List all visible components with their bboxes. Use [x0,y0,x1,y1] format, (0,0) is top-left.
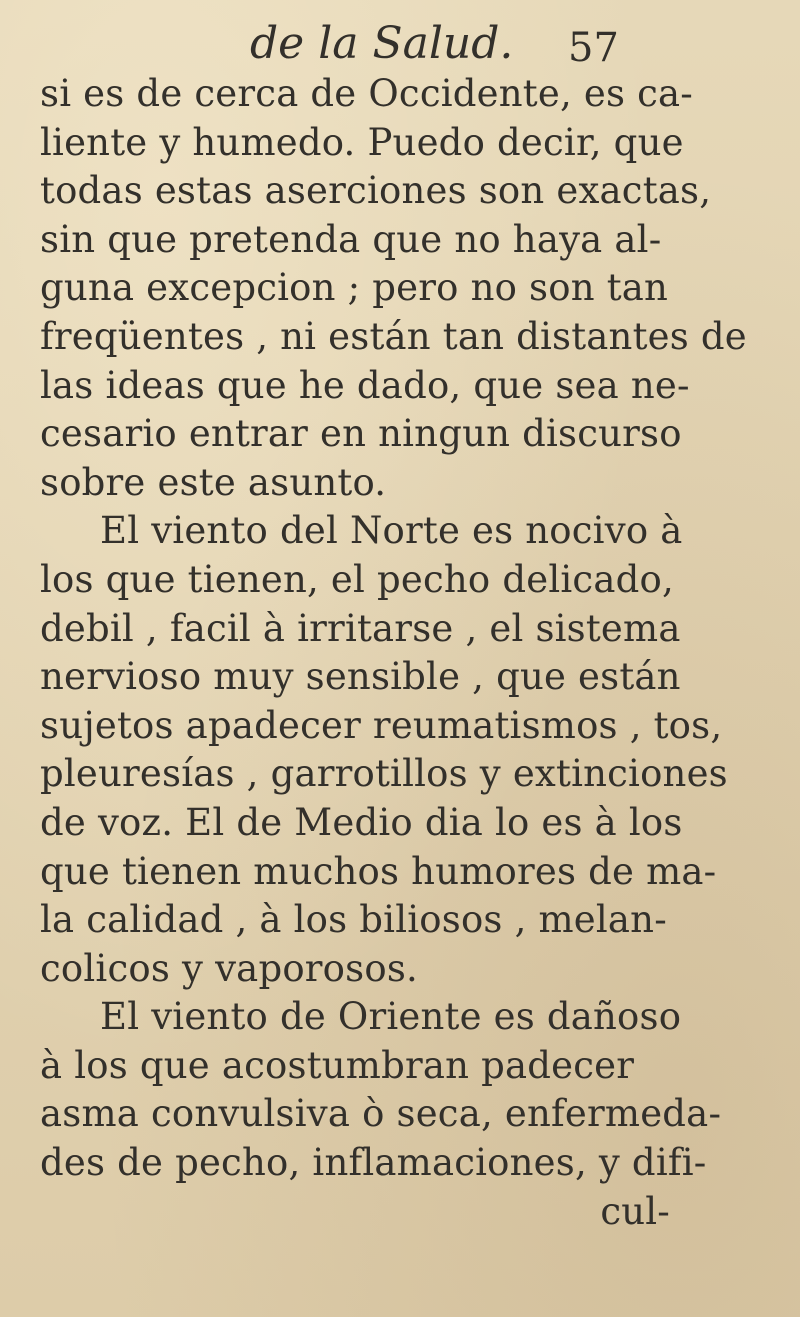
text-line: nervioso muy sensible , que están [40,655,681,699]
body-text [40,70,747,1236]
text-line: sin que pretenda que no haya al- [40,217,662,261]
text-line: si es de cerca de Occidente, es ca- [40,72,694,115]
paragraph-start-line: El viento del Norte es nocivo à [100,509,683,553]
text-line: freqüentes , ni están tan distantes de [40,314,747,358]
page-header [0,14,800,74]
text-line: debil , facil à irritarse , el sistema [40,606,681,650]
text-line: los que tienen, el pecho delicado, [40,557,674,601]
text-line: sobre este asunto. [40,460,387,504]
text-line: que tienen muchos humores de ma- [40,849,717,893]
page-number: 57 [568,25,619,71]
text-line: des de pecho, inflamaciones, y difi- [40,1141,707,1185]
text-line: liente y humedo. Puedo decir, que [40,120,684,164]
text-line: las ideas que he dado, que sea ne- [40,363,690,407]
text-line: pleuresías , garrotillos y extinciones [40,752,728,796]
text-line: cesario entrar en ningun discurso [40,412,682,456]
text-line: todas estas aserciones son exactas, [40,169,712,213]
text-line: asma convulsiva ò seca, enfermeda- [40,1092,722,1136]
running-title: de la Salud. [250,18,514,69]
paragraph-start-line: El viento de Oriente es dañoso [100,995,682,1039]
text-line: sujetos apadecer reumatismos , tos, [40,703,723,747]
text-line: de voz. El de Medio dia lo es à los [40,800,683,844]
text-line: colicos y vaporosos. [40,946,418,990]
catchword: cul- [600,1189,670,1233]
text-line: à los que acostumbran padecer [40,1043,635,1087]
text-line: guna excepcion ; pero no son tan [40,266,669,310]
text-line: la calidad , à los biliosos , melan- [40,898,667,942]
